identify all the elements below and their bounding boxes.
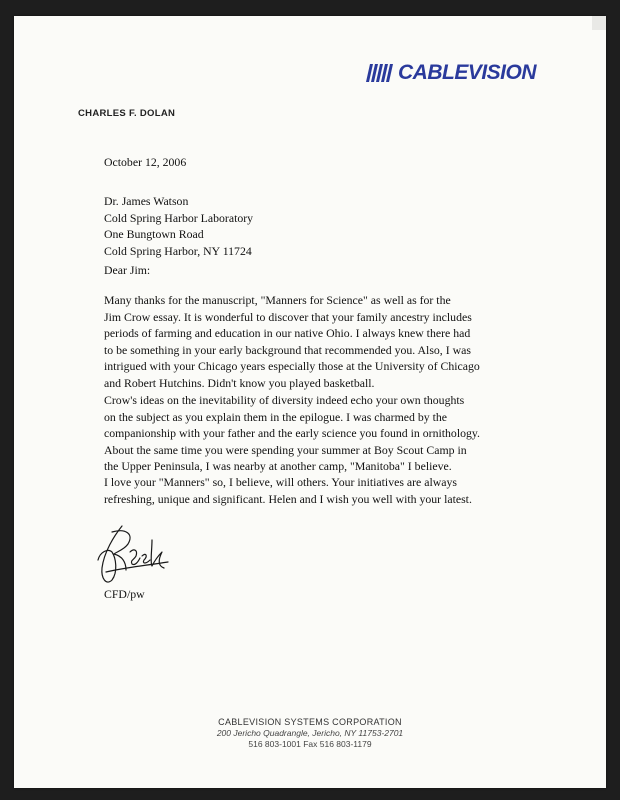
- paragraph-line: Crow's ideas on the inevitability of diversity indeed echo your own thoughts: [104, 393, 465, 407]
- letterhead-footer: [14, 716, 606, 750]
- paragraph-line: Jim Crow essay. It is wonderful to discover that your family ancestry includes: [104, 309, 472, 324]
- paragraph-3: [104, 474, 534, 507]
- paragraph-line: periods of farming and education in our native Ohio. I always knew there had: [104, 326, 471, 341]
- recipient-line: Cold Spring Harbor Laboratory: [104, 210, 254, 225]
- recipient-line: Dr. James Watson: [104, 194, 189, 208]
- footer-phone: 516 803-1001 Fax 516 803-1179: [248, 739, 372, 749]
- letter-date: October 12, 2006: [104, 155, 187, 169]
- paragraph-line: intrigued with your Chicago years especially those at the University of Chicago: [104, 359, 480, 374]
- recipient-address: [104, 193, 534, 259]
- paragraph-line: companionship with your father and the early science you found in ornithology.: [104, 426, 480, 441]
- paragraph-1: [104, 292, 534, 392]
- recipient-line: Cold Spring Harbor, NY 11724: [104, 243, 252, 258]
- paragraph-line: and Robert Hutchins. Didn't know you played basketball.: [104, 375, 375, 390]
- paragraph-line: Many thanks for the manuscript, "Manners for Science" as well as for the: [104, 293, 451, 307]
- paragraph-2: [104, 392, 534, 475]
- paragraph-line: About the same time you were spending your summer at Boy Scout Camp in: [104, 442, 467, 457]
- footer-address: 200 Jericho Quadrangle, Jericho, NY 11753-2701: [216, 728, 404, 738]
- paragraph-line: to be something in your early background that recommended you. Also, I was: [104, 342, 471, 357]
- handwritten-signature: [92, 522, 172, 594]
- sender-name: CHARLES F. DOLAN: [78, 108, 176, 119]
- paragraph-line: on the subject as you explain them in the epilogue. I was charmed by the: [104, 409, 447, 424]
- paragraph-line: refreshing, unique and significant. Helen and I wish you well with your latest.: [104, 491, 472, 506]
- paragraph-line: the Upper Peninsula, I was nearby at another camp, "Manitoba" I believe.: [104, 459, 452, 474]
- logo-stripes-icon: [366, 64, 394, 82]
- cablevision-logo: [366, 58, 578, 88]
- salutation: Dear Jim:: [104, 263, 151, 277]
- footer-company: CABLEVISION SYSTEMS CORPORATION: [218, 717, 402, 727]
- logo-wordmark: CABLEVISION: [398, 61, 537, 84]
- typist-initials: CFD/pw: [104, 587, 145, 601]
- paragraph-line: I love your "Manners" so, I believe, will others. Your initiatives are always: [104, 475, 457, 489]
- letter-page: [14, 16, 606, 788]
- page-corner: [592, 16, 606, 30]
- recipient-line: One Bungtown Road: [104, 227, 204, 242]
